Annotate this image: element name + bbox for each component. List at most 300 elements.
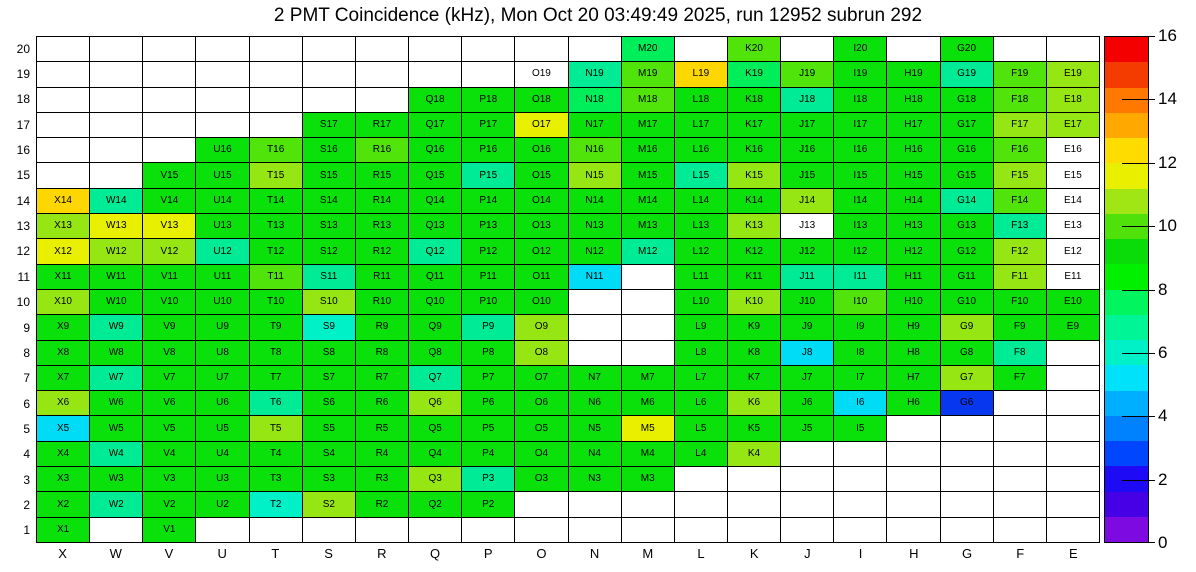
- cell-label: K13: [745, 220, 763, 232]
- heatmap-cell: [37, 315, 90, 340]
- cell-label: I17: [853, 119, 868, 131]
- heatmap-cell: [781, 88, 834, 113]
- heatmap-cell-empty: [675, 37, 728, 62]
- cell-label: K10: [745, 296, 763, 308]
- heatmap-cell-empty: [622, 492, 675, 517]
- cell-label: V14: [160, 194, 179, 206]
- heatmap-cell: [462, 113, 515, 138]
- cell-label: S4: [322, 447, 335, 459]
- heatmap-cell-empty: [728, 492, 781, 517]
- heatmap-cell: [941, 163, 994, 188]
- cell-label: G8: [959, 346, 974, 358]
- heatmap-cell: [303, 265, 356, 290]
- cell-label: S13: [319, 220, 338, 232]
- heatmap-cell-empty: [941, 416, 994, 441]
- heatmap-cell: [834, 366, 887, 391]
- x-axis-label: M: [642, 546, 654, 561]
- cell-label: V11: [160, 270, 178, 282]
- heatmap-cell-empty: [250, 88, 303, 113]
- heatmap-cell: [356, 315, 409, 340]
- heatmap-cell: [622, 88, 675, 113]
- colorbar-band: [1105, 416, 1148, 441]
- heatmap-cell-empty: [37, 37, 90, 62]
- cell-label: I12: [853, 245, 868, 257]
- cell-label: L13: [692, 220, 710, 232]
- cell-label: O19: [531, 68, 551, 80]
- cell-label: Q3: [428, 473, 442, 485]
- cell-label: Q13: [425, 220, 445, 232]
- x-axis-label: J: [804, 546, 811, 561]
- heatmap-cell-empty: [622, 290, 675, 315]
- heatmap-cell: [728, 341, 781, 366]
- cell-label: M7: [640, 372, 655, 384]
- heatmap-cell: [462, 88, 515, 113]
- cell-label: K6: [747, 397, 761, 409]
- x-axis-label: O: [536, 546, 547, 561]
- heatmap-cell: [143, 189, 196, 214]
- heatmap-cell: [196, 391, 249, 416]
- heatmap-cell: [622, 189, 675, 214]
- cell-label: Q15: [425, 169, 445, 181]
- cell-label: G9: [959, 321, 974, 333]
- cell-label: W3: [108, 473, 124, 485]
- heatmap-cell: [994, 138, 1047, 163]
- cell-label: M19: [637, 68, 658, 80]
- cell-label: M18: [637, 93, 658, 105]
- cell-label: P18: [479, 93, 498, 105]
- heatmap-cell-empty: [37, 62, 90, 87]
- heatmap-cell: [303, 290, 356, 315]
- heatmap-cell: [728, 189, 781, 214]
- heatmap-cell-empty: [569, 341, 622, 366]
- heatmap-cell: [622, 239, 675, 264]
- cell-label: R9: [375, 321, 389, 333]
- cell-label: V5: [163, 422, 176, 434]
- cell-label: K17: [745, 119, 763, 131]
- heatmap-cell: [675, 442, 728, 467]
- cell-label: H13: [904, 220, 923, 232]
- heatmap-cell-empty: [90, 138, 143, 163]
- heatmap-cell-empty: [409, 518, 462, 543]
- heatmap-cell: [781, 416, 834, 441]
- cell-label: H8: [907, 346, 920, 358]
- cell-label: U16: [213, 144, 232, 156]
- heatmap-cell: [250, 492, 303, 517]
- heatmap-cell: [515, 341, 568, 366]
- cell-label: N18: [585, 93, 604, 105]
- cell-label: K8: [747, 346, 761, 358]
- heatmap-cell: [90, 416, 143, 441]
- heatmap-cell: [569, 467, 622, 492]
- heatmap-cell-empty: [196, 37, 249, 62]
- cell-label: G13: [957, 220, 977, 232]
- cell-label: M3: [640, 473, 655, 485]
- x-axis-label: N: [589, 546, 600, 561]
- heatmap-cell: [462, 239, 515, 264]
- heatmap-cell: [834, 88, 887, 113]
- cell-label: U8: [216, 346, 229, 358]
- cell-label: Q10: [425, 296, 445, 308]
- y-axis-label: 16: [16, 143, 30, 158]
- cell-label: V12: [160, 245, 179, 257]
- cell-label: S14: [319, 194, 338, 206]
- heatmap-cell: [728, 290, 781, 315]
- heatmap-cell: [941, 138, 994, 163]
- heatmap-cell: [462, 315, 515, 340]
- heatmap-cell: [515, 290, 568, 315]
- cell-label: T2: [269, 498, 282, 510]
- y-axis-label: 11: [17, 269, 30, 284]
- cell-label: G10: [957, 296, 977, 308]
- heatmap-cell: [781, 341, 834, 366]
- heatmap-cell: [728, 416, 781, 441]
- cell-label: V4: [163, 447, 176, 459]
- y-axis-label: 18: [16, 92, 30, 107]
- heatmap-cell-empty: [994, 442, 1047, 467]
- heatmap-cell: [675, 163, 728, 188]
- cell-label: R6: [375, 397, 389, 409]
- cell-label: O12: [531, 245, 551, 257]
- cell-label: Q14: [425, 194, 445, 206]
- cell-label: K15: [745, 169, 763, 181]
- heatmap-cell-empty: [90, 113, 143, 138]
- heatmap-cell: [143, 315, 196, 340]
- heatmap-cell: [356, 467, 409, 492]
- heatmap-cell: [303, 391, 356, 416]
- cell-label: Q12: [425, 245, 445, 257]
- cell-label: O5: [534, 422, 549, 434]
- cell-label: V8: [163, 346, 176, 358]
- heatmap-cell: [303, 239, 356, 264]
- heatmap-cell: [675, 62, 728, 87]
- heatmap-cell: [622, 416, 675, 441]
- heatmap-cell: [462, 290, 515, 315]
- heatmap-cell-empty: [887, 492, 940, 517]
- x-axis-label: L: [697, 546, 705, 561]
- heatmap-cell: [196, 416, 249, 441]
- heatmap-cell: [143, 366, 196, 391]
- heatmap-cell: [143, 290, 196, 315]
- cell-label: H14: [904, 194, 923, 206]
- cell-label: T5: [269, 422, 282, 434]
- heatmap-cell: [887, 113, 940, 138]
- cell-label: U2: [216, 498, 229, 510]
- heatmap-cell-empty: [37, 163, 90, 188]
- heatmap-cell: [1047, 138, 1100, 163]
- colorbar-band: [1105, 189, 1148, 214]
- heatmap-cell: [941, 37, 994, 62]
- heatmap-cell-empty: [303, 88, 356, 113]
- heatmap-cell: [941, 366, 994, 391]
- heatmap-cell: [887, 214, 940, 239]
- heatmap-cell: [994, 163, 1047, 188]
- cell-label: S15: [319, 169, 338, 181]
- heatmap-cell: [37, 341, 90, 366]
- heatmap-cell-empty: [569, 290, 622, 315]
- heatmap-cell: [569, 366, 622, 391]
- heatmap-cell-empty: [834, 442, 887, 467]
- heatmap-cell: [143, 492, 196, 517]
- x-axis-label: T: [271, 546, 280, 561]
- heatmap-cell: [994, 62, 1047, 87]
- cell-label: L8: [695, 346, 707, 358]
- cell-label: K4: [747, 447, 761, 459]
- cell-label: E15: [1064, 169, 1082, 181]
- cell-label: N4: [588, 447, 601, 459]
- heatmap-cell-empty: [37, 113, 90, 138]
- heatmap-cell-empty: [675, 518, 728, 543]
- heatmap-cell-empty: [409, 37, 462, 62]
- heatmap-cell: [675, 416, 728, 441]
- cell-label: I16: [853, 144, 868, 156]
- cell-label: J11: [799, 270, 815, 282]
- heatmap-cell: [834, 138, 887, 163]
- cell-label: W7: [108, 372, 124, 384]
- cell-label: E11: [1064, 270, 1082, 282]
- heatmap-cell: [994, 366, 1047, 391]
- cell-label: I13: [853, 220, 868, 232]
- heatmap-cell: [834, 391, 887, 416]
- cell-label: J14: [799, 194, 816, 206]
- cell-label: K18: [745, 93, 763, 105]
- heatmap-cell: [728, 442, 781, 467]
- cell-label: H18: [904, 93, 923, 105]
- cell-label: M16: [637, 144, 658, 156]
- heatmap-cell-empty: [90, 37, 143, 62]
- heatmap-cell: [515, 265, 568, 290]
- heatmap-cell: [462, 138, 515, 163]
- heatmap-cell-empty: [196, 113, 249, 138]
- heatmap-cell: [303, 315, 356, 340]
- heatmap-cell-empty: [303, 62, 356, 87]
- heatmap-cell: [1047, 265, 1100, 290]
- heatmap-cell: [250, 189, 303, 214]
- cell-label: R8: [375, 346, 389, 358]
- cell-label: H16: [904, 144, 923, 156]
- cell-label: R15: [372, 169, 392, 181]
- heatmap-cell-empty: [462, 518, 515, 543]
- y-axis-label: 15: [16, 168, 30, 183]
- heatmap-cell: [515, 88, 568, 113]
- heatmap-cell: [834, 163, 887, 188]
- cell-label: O16: [531, 144, 551, 156]
- heatmap-cell: [196, 214, 249, 239]
- cell-label: J18: [799, 93, 816, 105]
- heatmap-cell: [569, 113, 622, 138]
- y-axis-label: 3: [23, 472, 30, 487]
- heatmap-cell: [994, 341, 1047, 366]
- heatmap-cell: [356, 366, 409, 391]
- heatmap-cell: [675, 366, 728, 391]
- heatmap-cell-empty: [143, 37, 196, 62]
- heatmap-cell-empty: [994, 518, 1047, 543]
- colorbar-band: [1105, 290, 1148, 315]
- cell-label: P9: [482, 321, 495, 333]
- heatmap-cell-empty: [781, 467, 834, 492]
- x-axis-label: X: [58, 546, 67, 561]
- heatmap-cell: [37, 416, 90, 441]
- heatmap-cell-empty: [834, 467, 887, 492]
- heatmap-cell: [941, 189, 994, 214]
- heatmap-cell-empty: [728, 467, 781, 492]
- cell-label: H19: [904, 68, 923, 80]
- heatmap-cell: [781, 290, 834, 315]
- cell-label: Q16: [425, 144, 445, 156]
- cell-label: F19: [1011, 68, 1029, 80]
- heatmap-cell: [887, 88, 940, 113]
- x-axis: [36, 546, 1100, 566]
- cell-label: W9: [108, 321, 124, 333]
- x-axis-label: Q: [429, 546, 441, 561]
- colorbar-band: [1105, 517, 1148, 542]
- cell-label: P4: [482, 447, 495, 459]
- cell-label: E12: [1064, 245, 1082, 257]
- heatmap-cell: [37, 518, 90, 543]
- heatmap-cell-empty: [90, 163, 143, 188]
- cell-label: S17: [319, 119, 338, 131]
- heatmap-cell: [37, 366, 90, 391]
- cell-label: V10: [160, 296, 179, 308]
- heatmap-cell-empty: [37, 138, 90, 163]
- cell-label: T14: [267, 194, 285, 206]
- heatmap-cell-empty: [941, 442, 994, 467]
- heatmap-cell: [675, 88, 728, 113]
- cell-label: L12: [692, 245, 710, 257]
- cell-label: L15: [692, 169, 710, 181]
- heatmap-cell: [1047, 315, 1100, 340]
- cell-label: I8: [856, 346, 865, 358]
- cell-label: X1: [56, 523, 70, 535]
- cell-label: E16: [1064, 144, 1082, 156]
- cell-label: M13: [637, 220, 658, 232]
- cell-label: F10: [1011, 296, 1029, 308]
- heatmap-cell: [462, 189, 515, 214]
- heatmap-cell: [303, 467, 356, 492]
- cell-label: N6: [588, 397, 601, 409]
- cell-label: R4: [375, 447, 389, 459]
- heatmap-cell: [622, 163, 675, 188]
- heatmap-cell-empty: [37, 88, 90, 113]
- heatmap-cell: [356, 290, 409, 315]
- cell-label: Q7: [428, 372, 442, 384]
- cell-label: M4: [640, 447, 655, 459]
- colorbar-band: [1105, 113, 1148, 138]
- heatmap-cell: [143, 467, 196, 492]
- cell-label: N19: [585, 68, 604, 80]
- cell-label: J10: [799, 296, 816, 308]
- cell-label: M15: [637, 169, 658, 181]
- heatmap-cell: [250, 315, 303, 340]
- heatmap-cell: [143, 416, 196, 441]
- cell-label: S8: [322, 346, 335, 358]
- heatmap-cell-empty: [515, 37, 568, 62]
- heatmap-cell: [37, 214, 90, 239]
- heatmap-cell: [941, 239, 994, 264]
- heatmap-cell: [303, 138, 356, 163]
- heatmap-cell: [143, 239, 196, 264]
- cell-label: J8: [801, 346, 813, 358]
- heatmap-cell-empty: [622, 315, 675, 340]
- colorbar-tick: [1122, 290, 1155, 291]
- heatmap-cell: [834, 189, 887, 214]
- heatmap-cell: [675, 391, 728, 416]
- cell-label: H12: [904, 245, 923, 257]
- heatmap-cell: [515, 416, 568, 441]
- cell-label: H7: [907, 372, 920, 384]
- heatmap-cell: [90, 239, 143, 264]
- cell-label: X5: [56, 422, 70, 434]
- colorbar-band: [1105, 391, 1148, 416]
- cell-label: U15: [213, 169, 232, 181]
- cell-label: Q18: [425, 93, 445, 105]
- heatmap-cell: [781, 214, 834, 239]
- cell-label: R2: [375, 498, 389, 510]
- cell-label: I15: [853, 169, 868, 181]
- x-axis-label: E: [1069, 546, 1078, 561]
- cell-label: K14: [745, 194, 763, 206]
- cell-label: V2: [163, 498, 176, 510]
- heatmap-cell: [887, 391, 940, 416]
- heatmap-cell: [409, 366, 462, 391]
- heatmap-cell: [90, 467, 143, 492]
- heatmap-cell: [303, 341, 356, 366]
- heatmap-cell: [196, 341, 249, 366]
- heatmap-cell: [569, 163, 622, 188]
- cell-label: O18: [531, 93, 551, 105]
- heatmap-cell: [994, 189, 1047, 214]
- heatmap-cell: [728, 62, 781, 87]
- y-axis-label: 9: [23, 320, 30, 335]
- cell-label: I18: [853, 93, 868, 105]
- heatmap-cell-empty: [994, 37, 1047, 62]
- cell-label: I10: [853, 296, 868, 308]
- colorbar-band: [1105, 492, 1148, 517]
- heatmap-cell: [37, 239, 90, 264]
- heatmap-cell: [250, 341, 303, 366]
- colorbar-band: [1105, 62, 1148, 87]
- cell-label: P6: [482, 397, 495, 409]
- cell-label: U12: [213, 245, 232, 257]
- heatmap-cell-empty: [1047, 366, 1100, 391]
- heatmap-cell-empty: [887, 416, 940, 441]
- cell-label: X8: [56, 346, 70, 358]
- cell-label: G19: [957, 68, 977, 80]
- cell-label: W8: [108, 346, 124, 358]
- y-axis-label: 1: [23, 523, 30, 538]
- heatmap-cell-empty: [356, 518, 409, 543]
- cell-label: H9: [907, 321, 920, 333]
- heatmap-cell: [250, 214, 303, 239]
- x-axis-label: H: [909, 546, 919, 561]
- heatmap-cell-empty: [356, 88, 409, 113]
- heatmap-cell: [834, 239, 887, 264]
- heatmap-cell: [356, 214, 409, 239]
- heatmap-cell-empty: [1047, 37, 1100, 62]
- heatmap-cell: [515, 391, 568, 416]
- heatmap-cell-empty: [1047, 467, 1100, 492]
- heatmap-cell: [409, 290, 462, 315]
- cell-label: N5: [588, 422, 601, 434]
- cell-label: V9: [163, 321, 176, 333]
- cell-label: J15: [799, 169, 816, 181]
- cell-label: N7: [588, 372, 601, 384]
- heatmap-cell: [515, 163, 568, 188]
- heatmap-cell: [250, 416, 303, 441]
- heatmap-cell: [196, 163, 249, 188]
- x-axis-label: W: [109, 546, 122, 561]
- colorbar-tick: [1122, 480, 1155, 481]
- heatmap-cell-empty: [941, 492, 994, 517]
